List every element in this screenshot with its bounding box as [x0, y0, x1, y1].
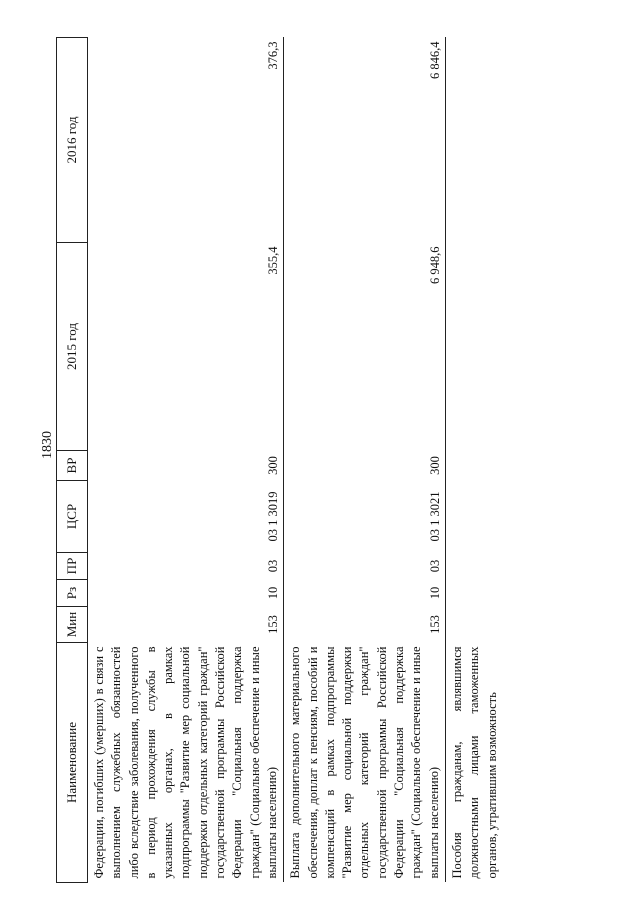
row-rz	[445, 580, 502, 607]
row-pr: 03	[88, 553, 284, 580]
table-row	[88, 38, 284, 883]
header-csr: ЦСР	[57, 481, 88, 553]
row-2015: 355,4	[88, 243, 284, 451]
row-vr: 300	[88, 451, 284, 481]
row-name: Федерации, погибших (умерших) в связи с выполнением служебных обязанностей либо вследствие заболевания, полученного в период прохождения службы в указанных органах, в рамках подпрограммы "Развитие мер социальной поддержки отдельных категорий граждан" государственной программы Российской Федерации "Социальная поддержка граждан" (Социальное обеспечение и иные выплаты населению)	[88, 643, 284, 883]
table-row	[284, 38, 446, 883]
row-name: Выплата дополнительного материального обеспечения, доплат к пенсиям, пособий и компенсаций в рамках подпрограммы "Развитие мер социальной поддержки отдельных категорий граждан" государственной программы Российской Федерации "Социальная поддержка граждан" (Социальное обеспечение и иные выплаты населению)	[284, 643, 446, 883]
row-pr	[445, 553, 502, 580]
row-min: 153	[284, 607, 446, 643]
row-csr	[445, 481, 502, 553]
row-name: Пособия гражданам, являвшимся должностными лицами таможенных органов, утратившим возможность	[449, 646, 499, 879]
header-vr: ВР	[57, 451, 88, 481]
row-2015: 6 948,6	[284, 243, 446, 451]
row-2016: 6 846,4	[284, 38, 446, 243]
row-2016: 376,3	[88, 38, 284, 243]
row-min: 153	[88, 607, 284, 643]
header-2016: 2016 год	[57, 38, 88, 243]
row-vr	[445, 451, 502, 481]
table-header-row	[57, 38, 88, 883]
header-rz: Рз	[57, 580, 88, 607]
row-min	[445, 607, 502, 643]
row-2015	[445, 243, 502, 451]
page-number: 1830	[40, 431, 55, 459]
header-2015: 2015 год	[57, 243, 88, 451]
header-min: Мин	[57, 607, 88, 643]
table-row	[445, 38, 502, 883]
row-csr: 03 1 3019	[88, 481, 284, 553]
header-pr: ПР	[57, 553, 88, 580]
budget-table	[56, 37, 503, 883]
header-name: Наименование	[57, 643, 88, 883]
row-csr: 03 1 3021	[284, 481, 446, 553]
row-rz: 10	[284, 580, 446, 607]
row-pr: 03	[284, 553, 446, 580]
row-vr: 300	[284, 451, 446, 481]
row-2016	[445, 38, 502, 243]
row-rz: 10	[88, 580, 284, 607]
